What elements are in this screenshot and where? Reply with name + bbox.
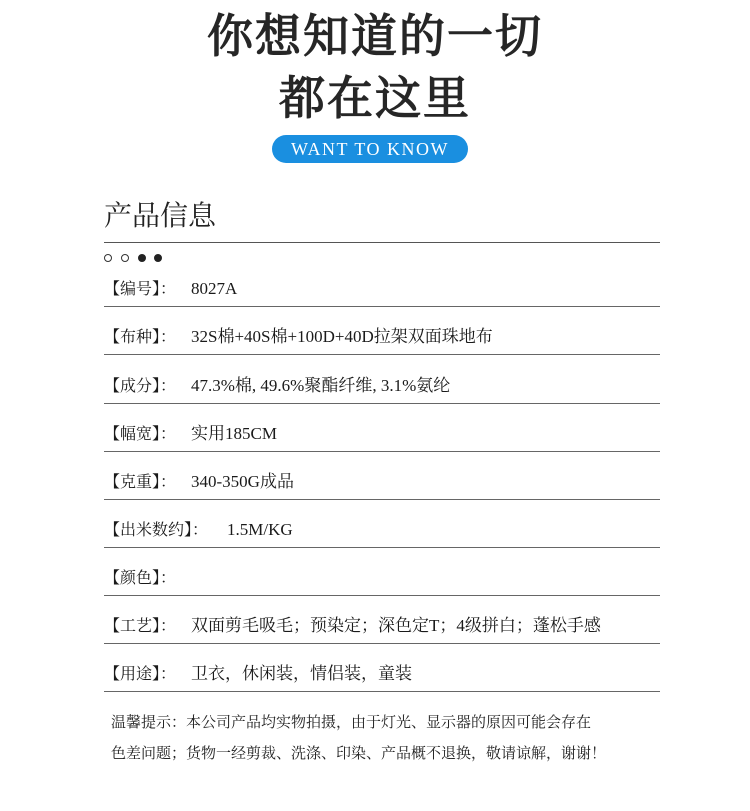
headline-line-1: 你想知道的一切 [207,9,543,63]
spec-value: 1.5M/KG [227,520,293,539]
spec-value: 8027A [191,279,238,298]
spec-row-composition [104,355,660,404]
spec-label: 【工艺】： [104,616,177,635]
spec-label: 【布种】： [104,327,177,346]
spec-row-color [104,547,660,596]
spec-value: 32S棉+40S棉+100D+40D拉架双面珠地布 [191,327,493,346]
spec-value: 双面剪毛吸毛；预染定；深色定T；4级拼白；蓬松手感 [191,616,601,635]
notice-line-2: 色差问题；货物一经剪裁、洗涤、印染、产品概不退换，敬请谅解，谢谢！ [111,744,607,762]
spec-row-number [104,258,660,307]
spec-label: 【编号】： [104,279,177,298]
notice-line-1: 温馨提示：本公司产品均实物拍摄，由于灯光、显示器的原因可能会存在 [111,713,592,731]
spec-row-usage [104,643,660,692]
spec-label: 【幅宽】： [104,424,177,443]
headline-line-2: 都在这里 [279,71,471,125]
want-to-know-badge: WANT TO KNOW [272,135,468,163]
section-title: 产品信息 [104,199,217,232]
spec-row-fabric-type [104,306,660,355]
spec-row-process [104,595,660,644]
spec-label: 【用途】： [104,664,177,683]
title-divider [104,242,660,243]
spec-row-meters-per-kg [104,499,660,548]
spec-row-width [104,403,660,452]
spec-row-weight [104,451,660,500]
spec-label: 【成分】： [104,376,177,395]
spec-value: 340-350G成品 [191,472,294,491]
spec-value: 卫衣，休闲装，情侣装，童装 [191,664,412,683]
spec-label: 【颜色】： [104,568,177,587]
spec-value: 实用185CM [191,424,277,443]
spec-label: 【出米数约】： [104,520,209,539]
spec-value: 47.3%棉, 49.6%聚酯纤维, 3.1%氨纶 [191,376,451,395]
spec-label: 【克重】： [104,472,177,491]
